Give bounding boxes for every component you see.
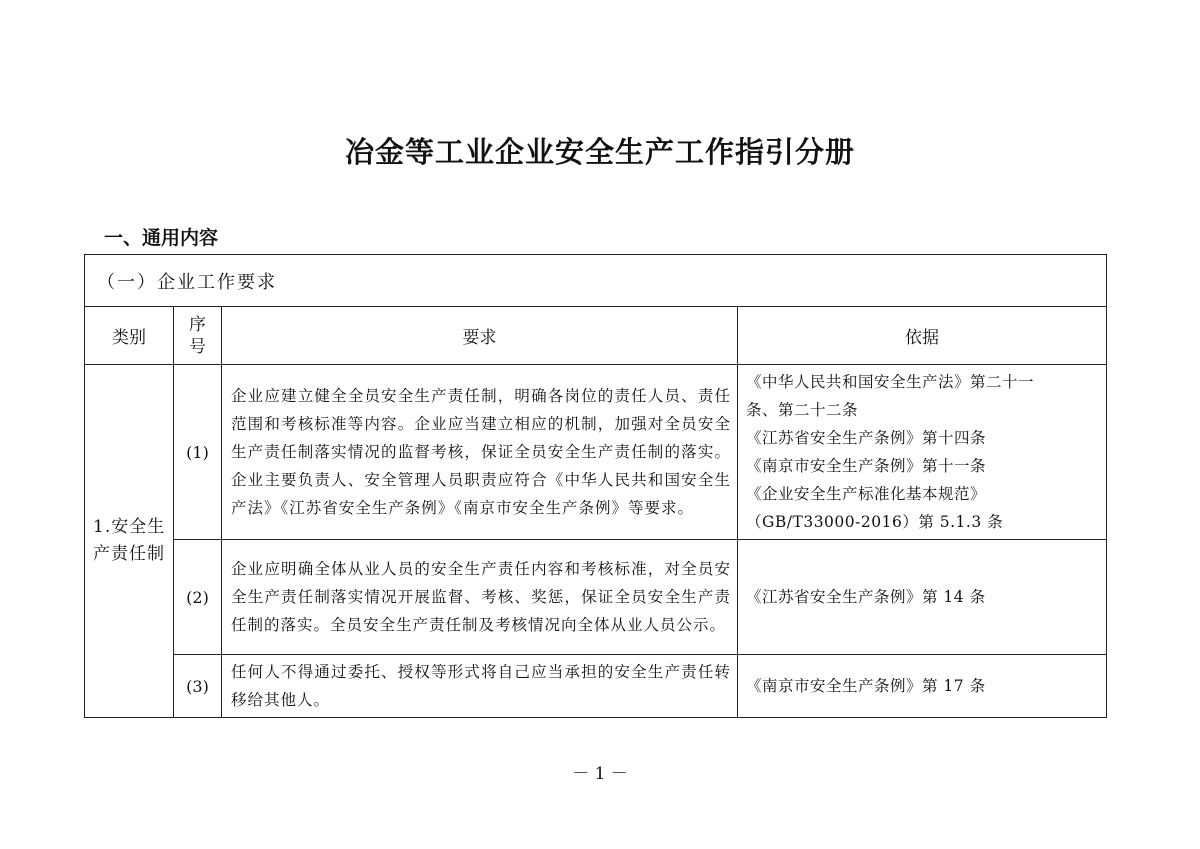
basis-line: 《江苏省安全生产条例》第 14 条	[746, 588, 986, 606]
table-subheading-row	[85, 255, 1107, 307]
row-requirement: 任何人不得通过委托、授权等形式将自己应当承担的安全生产责任转移给其他人。	[222, 655, 738, 718]
category-cell: 1.安全生产责任制	[85, 365, 174, 718]
table-header-row	[85, 307, 1107, 365]
row-requirement: 企业应建立健全全员安全生产责任制，明确各岗位的责任人员、责任范围和考核标准等内容。企业应当建立相应的机制，加强对全员安全生产责任制落实情况的监督考核，保证全员安全生产责任制的落实。企业主要负责人、安全管理人员职责应符合《中华人民共和国安全生产法》《江苏省安全生产条例》《南京市安全生产条例》等要求。	[222, 365, 738, 540]
row-seq: (1)	[174, 365, 222, 540]
table-subheading: （一）企业工作要求	[85, 255, 1107, 307]
header-seq	[174, 307, 222, 365]
basis-line: 《江苏省安全生产条例》第十四条	[746, 429, 987, 447]
header-seq-top: 序	[189, 314, 206, 335]
basis-line: 《中华人民共和国安全生产法》第二十一	[746, 373, 1035, 391]
page-title: 冶金等工业企业安全生产工作指引分册	[344, 135, 855, 169]
header-requirement: 要求	[222, 307, 738, 365]
header-category: 类别	[85, 307, 174, 365]
basis-line: 《南京市安全生产条例》第 17 条	[746, 677, 986, 695]
basis-line: 《南京市安全生产条例》第十一条	[746, 457, 987, 475]
page-number: － 1 －	[572, 764, 628, 784]
row-basis	[738, 655, 1107, 718]
table-row	[85, 655, 1107, 718]
table-row	[85, 365, 1107, 540]
row-basis	[738, 540, 1107, 655]
row-basis	[738, 365, 1107, 540]
section-heading: 一、通用内容	[104, 227, 219, 249]
table-row	[85, 540, 1107, 655]
row-seq: (3)	[174, 655, 222, 718]
header-seq-bottom: 号	[189, 336, 206, 357]
basis-line: 《企业安全生产标准化基本规范》	[746, 485, 987, 503]
row-requirement: 企业应明确全体从业人员的安全生产责任内容和考核标准，对全员安全生产责任制落实情况开展监督、考核、奖惩，保证全员安全生产责任制的落实。全员安全生产责任制及考核情况向全体从业人员公示。	[222, 540, 738, 655]
header-basis: 依据	[738, 307, 1107, 365]
basis-line: （GB/T33000-2016）第 5.1.3 条	[746, 513, 1004, 531]
requirements-table	[84, 254, 1107, 718]
basis-line: 条、第二十二条	[746, 401, 859, 419]
row-seq: (2)	[174, 540, 222, 655]
